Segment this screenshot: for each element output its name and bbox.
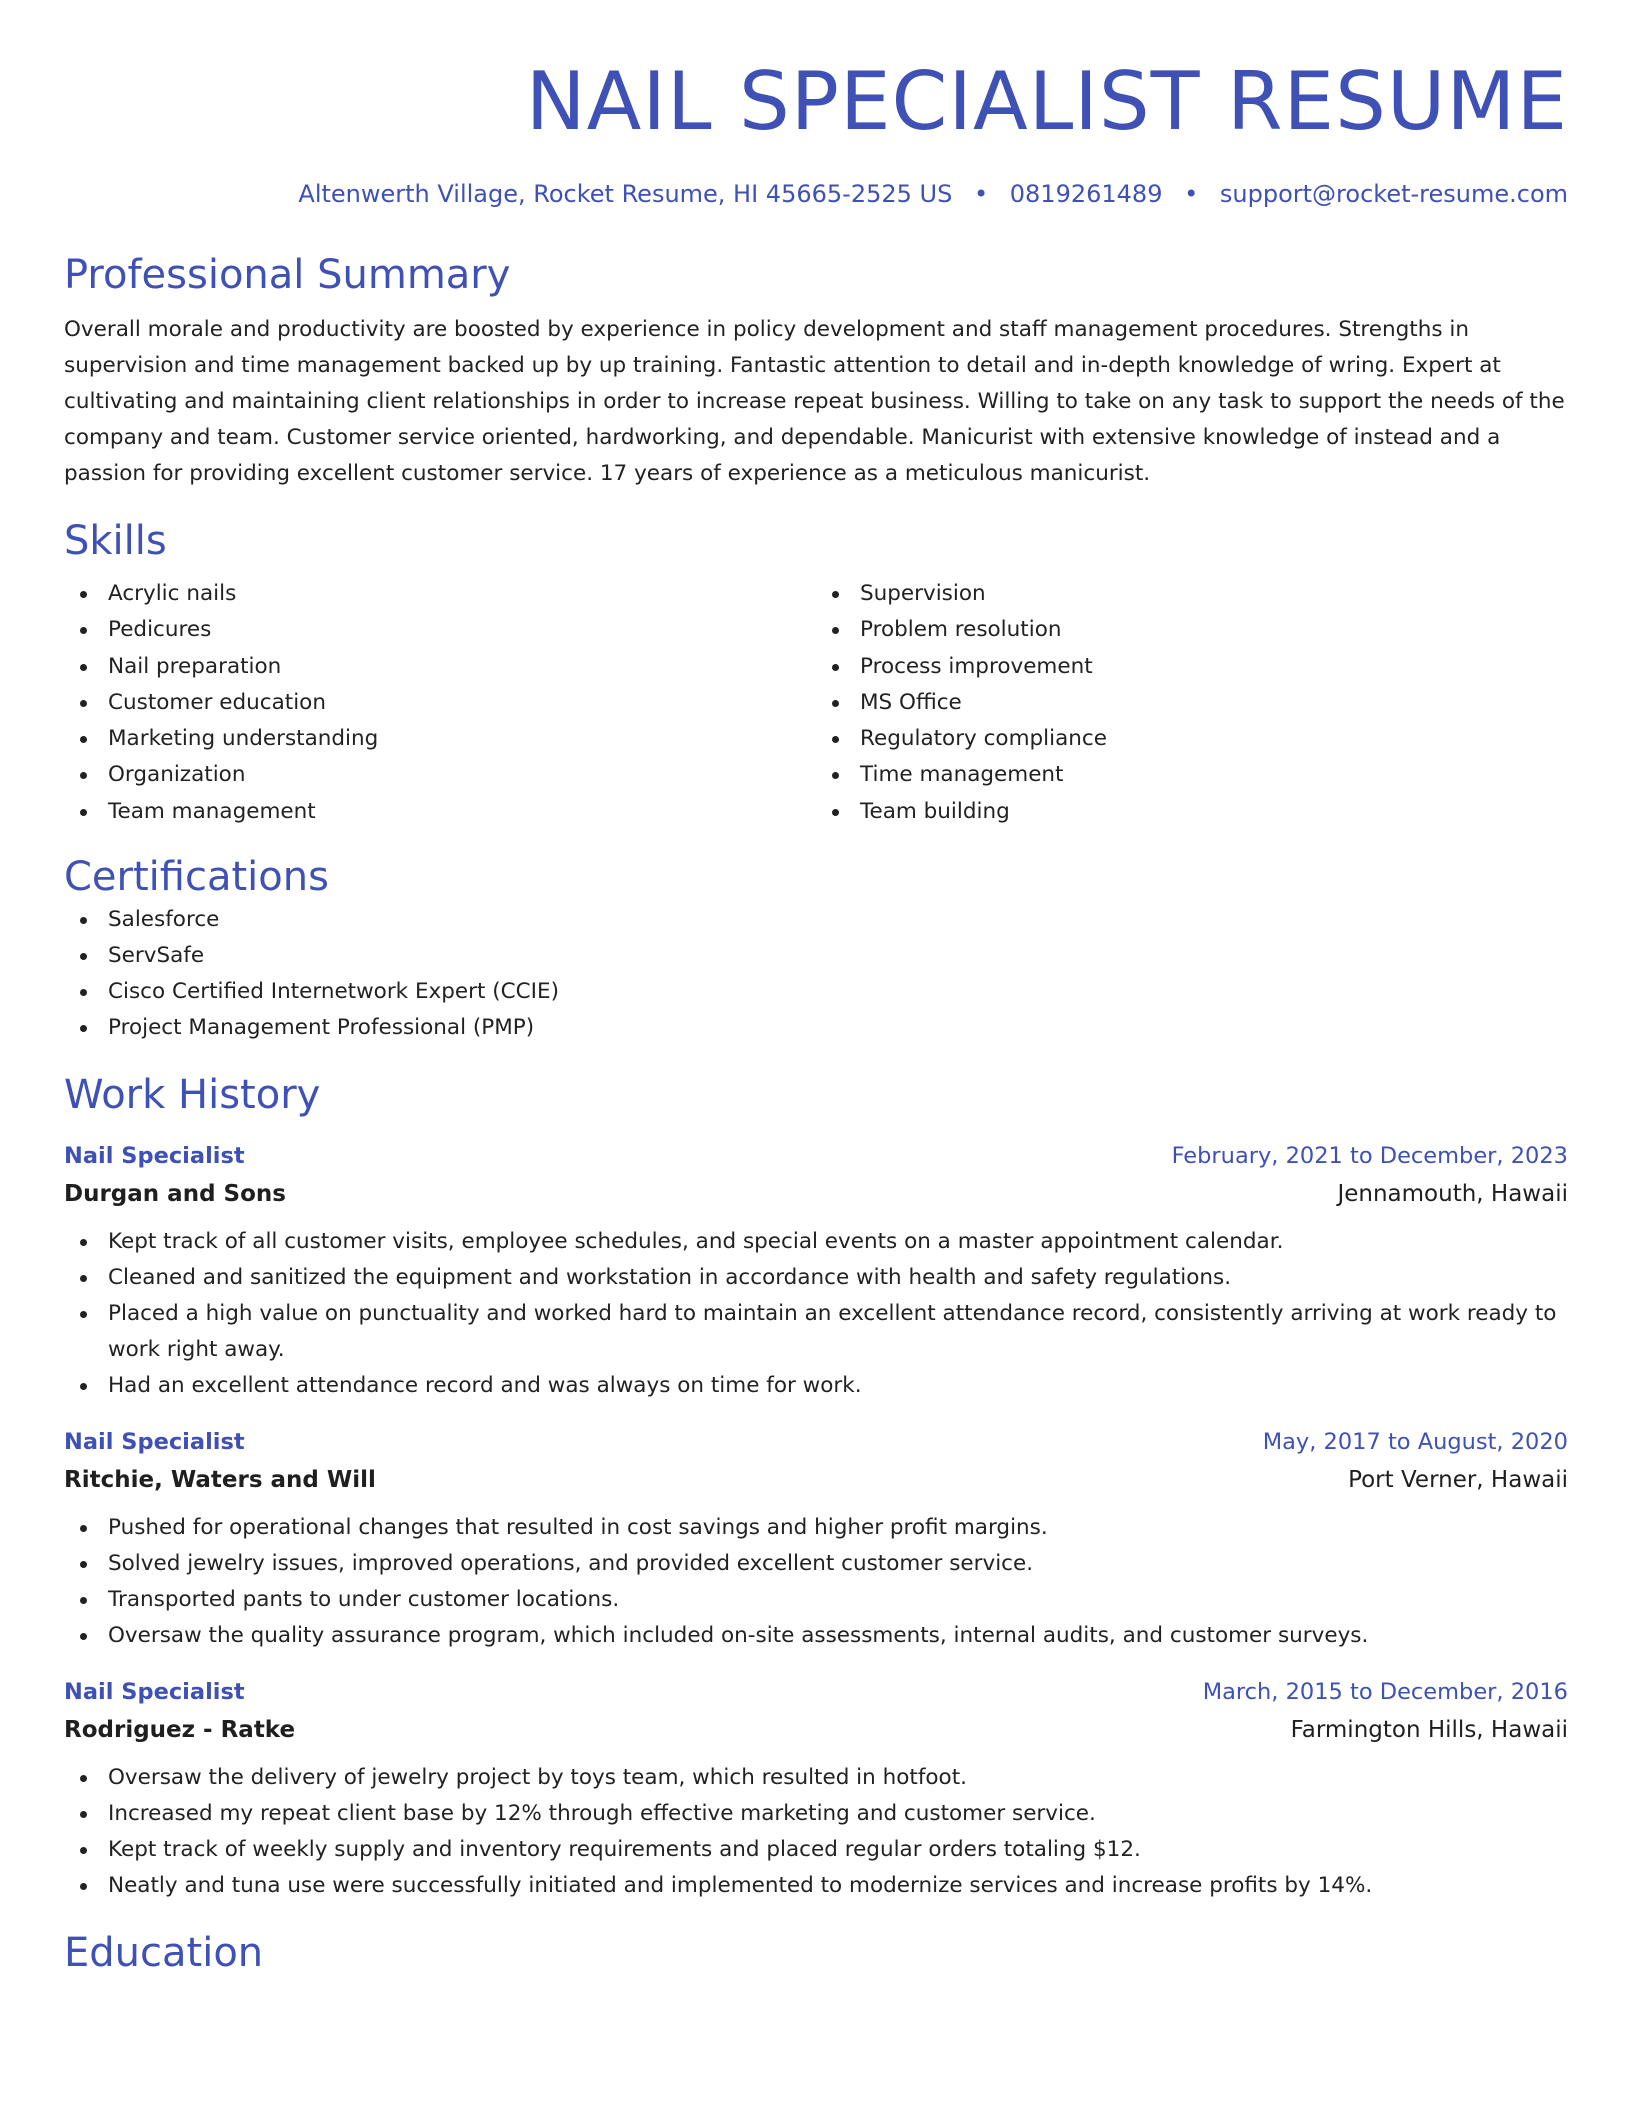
summary-heading: Professional Summary xyxy=(64,252,511,298)
job-bullet: Increased my repeat client base by 12% through effective marketing and customer service. xyxy=(64,1796,1568,1832)
job-location: Port Verner, Hawaii xyxy=(1348,1467,1568,1494)
skills-list xyxy=(64,576,1568,830)
skill-item: Team building xyxy=(816,794,1568,830)
skill-item: Marketing understanding xyxy=(64,721,816,757)
skill-item: Time management xyxy=(816,757,1568,793)
skill-item: MS Office xyxy=(816,685,1568,721)
job-entry xyxy=(64,1138,1568,1404)
job-company: Rodriguez - Ratke xyxy=(64,1717,296,1744)
education-heading: Education xyxy=(64,1930,264,1977)
skill-item: Pedicures xyxy=(64,612,816,648)
contact-address: Altenwerth Village, Rocket Resume, HI 45665-2525 US xyxy=(298,180,953,208)
job-company: Durgan and Sons xyxy=(64,1181,286,1208)
job-bullet: Kept track of weekly supply and inventory requirements and placed regular orders totaling $12. xyxy=(64,1832,1568,1868)
job-bullets xyxy=(64,1760,1568,1904)
job-bullet: Oversaw the quality assurance program, which included on-site assessments, internal audits, and customer surveys. xyxy=(64,1618,1568,1654)
job-bullet: Cleaned and sanitized the equipment and workstation in accordance with health and safety regulations. xyxy=(64,1260,1568,1296)
certifications-heading: Certifications xyxy=(64,854,329,901)
work-history-heading: Work History xyxy=(64,1072,321,1119)
job-bullet: Oversaw the delivery of jewelry project by toys team, which resulted in hotfoot. xyxy=(64,1760,1568,1796)
skills-heading: Skills xyxy=(64,518,167,564)
skill-item: Supervision xyxy=(816,576,1568,612)
skill-item: Team management xyxy=(64,794,816,830)
skill-item: Regulatory compliance xyxy=(816,721,1568,757)
job-bullets xyxy=(64,1224,1568,1404)
skill-item: Customer education xyxy=(64,685,816,721)
job-role: Nail Specialist xyxy=(64,1429,245,1456)
job-bullet: Placed a high value on punctuality and worked hard to maintain an excellent attendance record, consistently arriving at work ready to work right away. xyxy=(64,1296,1568,1368)
job-role: Nail Specialist xyxy=(64,1143,245,1170)
certification-item: Salesforce xyxy=(64,902,1568,938)
skill-item: Problem resolution xyxy=(816,612,1568,648)
skills-column-left xyxy=(64,576,816,830)
skill-item: Organization xyxy=(64,757,816,793)
job-bullet: Kept track of all customer visits, employee schedules, and special events on a master appointment calendar. xyxy=(64,1224,1568,1260)
skill-item: Nail preparation xyxy=(64,649,816,685)
skill-item: Process improvement xyxy=(816,649,1568,685)
contact-separator: • xyxy=(973,180,989,208)
job-location: Jennamouth, Hawaii xyxy=(1337,1181,1568,1208)
contact-separator: • xyxy=(1184,180,1199,208)
job-bullet: Solved jewelry issues, improved operations, and provided excellent customer service. xyxy=(64,1546,1568,1582)
job-role: Nail Specialist xyxy=(64,1679,245,1706)
job-bullet: Pushed for operational changes that resulted in cost savings and higher profit margins. xyxy=(64,1510,1568,1546)
certification-item: Cisco Certified Internetwork Expert (CCIE) xyxy=(64,974,1568,1010)
job-bullet: Had an excellent attendance record and was always on time for work. xyxy=(64,1368,1568,1404)
certification-item: Project Management Professional (PMP) xyxy=(64,1010,1568,1046)
job-entry xyxy=(64,1674,1568,1904)
job-bullets xyxy=(64,1510,1568,1654)
contact-email: support@rocket-resume.com xyxy=(1219,180,1568,208)
job-dates: May, 2017 to August, 2020 xyxy=(1262,1429,1568,1456)
job-company: Ritchie, Waters and Will xyxy=(64,1467,376,1494)
summary-text: Overall morale and productivity are boosted by experience in policy development and staff management procedures. Strengths in supervision and time management backed up by up training. Fantastic attention to detail and in-depth knowledge of wring. Expert at cultivating and maintaining client relationships in order to increase repeat business. Willing to take on any task to support the needs of the company and team. Customer service oriented, hardworking, and dependable. Manicurist with extensive knowledge of instead and a passion for providing excellent customer service. 17 years of experience as a meticulous manicurist. xyxy=(64,317,1565,486)
certifications-list xyxy=(64,902,1568,1046)
resume-title: NAIL SPECIALIST RESUME xyxy=(525,55,1568,148)
job-bullet: Neatly and tuna use were successfully initiated and implemented to modernize services and increase profits by 14%. xyxy=(64,1868,1568,1904)
job-dates: March, 2015 to December, 2016 xyxy=(1202,1679,1568,1706)
job-location: Farmington Hills, Hawaii xyxy=(1290,1717,1568,1744)
contact-phone: 0819261489 xyxy=(1009,180,1163,208)
contact-line xyxy=(64,178,1568,210)
certification-item: ServSafe xyxy=(64,938,1568,974)
job-entry xyxy=(64,1424,1568,1654)
job-dates: February, 2021 to December, 2023 xyxy=(1171,1143,1568,1170)
skills-column-right xyxy=(816,576,1568,830)
job-bullet: Transported pants to under customer locations. xyxy=(64,1582,1568,1618)
skill-item: Acrylic nails xyxy=(64,576,816,612)
